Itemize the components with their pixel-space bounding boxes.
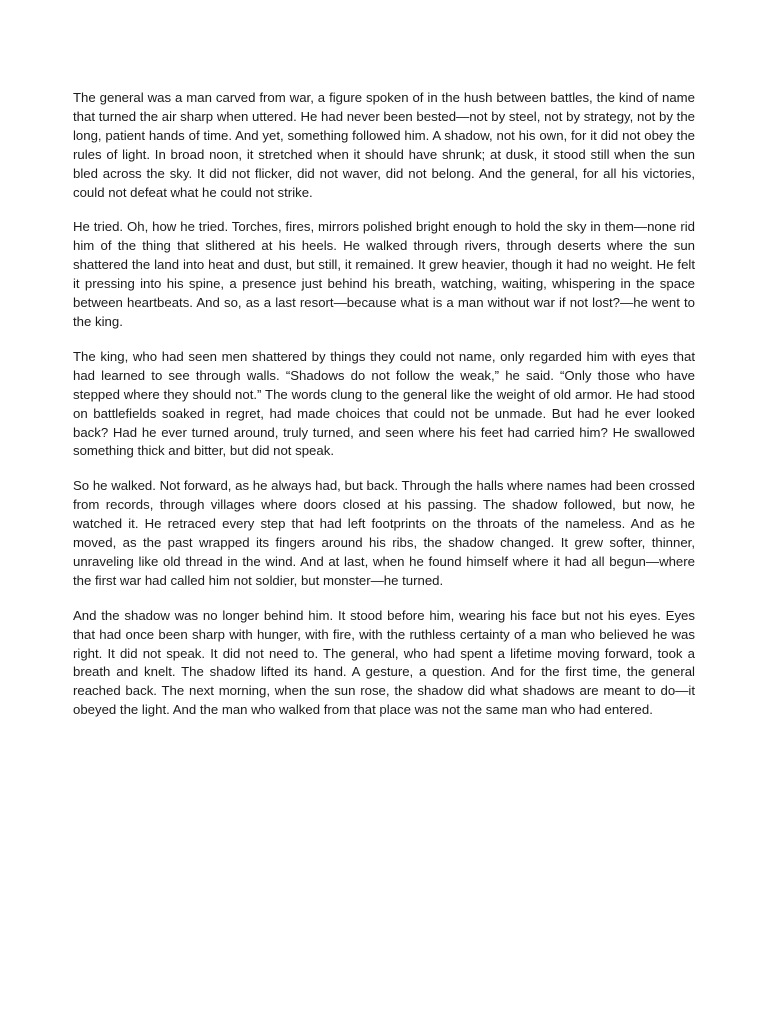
paragraph-5: And the shadow was no longer behind him. It stood before him, wearing his face but not his eyes. Eyes that had once been sharp with hunger, with fire, with the ruthless certainty of a man who believed he was right. It did not speak. It did not need to. The general, who had spent a lifetime moving forward, took a breath and knelt. The shadow lifted its hand. A gesture, a question. And for the first time, the general reached back. The next morning, when the sun rose, the shadow did what shadows are meant to do—it obeyed the light. And the man who walked from that place was not the same man who had entered. (73, 607, 695, 718)
document-body (73, 89, 695, 736)
paragraph-4: So he walked. Not forward, as he always had, but back. Through the halls where names had been crossed from records, through villages where doors closed at his passing. The shadow followed, but now, he watched it. He retraced every step that had left footprints on the throats of the nameless. And as he moved, as the past wrapped its fingers around his ribs, the shadow changed. It grew softer, thinner, unraveling like old thread in the wind. And at last, when he found himself where it had all begun—where the first war had called him not soldier, but monster—he turned. (73, 478, 695, 588)
paragraph-1: The general was a man carved from war, a figure spoken of in the hush between battles, the kind of name that turned the air sharp when uttered. He had never been bested—not by steel, not by strategy, not by the long, patient hands of time. And yet, something followed him. A shadow, not his own, for it did not obey the rules of light. In broad noon, it stretched when it should have shrunk; at dusk, it stood still when the sun bled across the sky. It did not flicker, did not waver, did not belong. And the general, for all his victories, could not defeat what he could not strike. (73, 90, 695, 200)
paragraph-3: The king, who had seen men shattered by things they could not name, only regarded him with eyes that had learned to see through walls. “Shadows do not follow the weak,” he said. “Only those who have stepped where they should not.” The words clung to the general like the weight of old armor. He had stood on battlefields soaked in regret, had made choices that could not be unmade. But had he ever looked back? Had he ever turned around, truly turned, and seen where his feet had carried him? He swallowed something thick and bitter, but did not speak. (73, 348, 695, 459)
paragraph-2: He tried. Oh, how he tried. Torches, fires, mirrors polished bright enough to hold the sky in them—none rid him of the thing that slithered at his heels. He walked through rivers, through deserts where the sun shattered the land into heat and dust, but still, it remained. It grew heavier, though it had no weight. He felt it pressing into his spine, a presence just behind his breath, watching, waiting, whispering in the space between heartbeats. And so, as a last resort—because what is a man without war if not lost?—he went to the king. (73, 219, 695, 329)
